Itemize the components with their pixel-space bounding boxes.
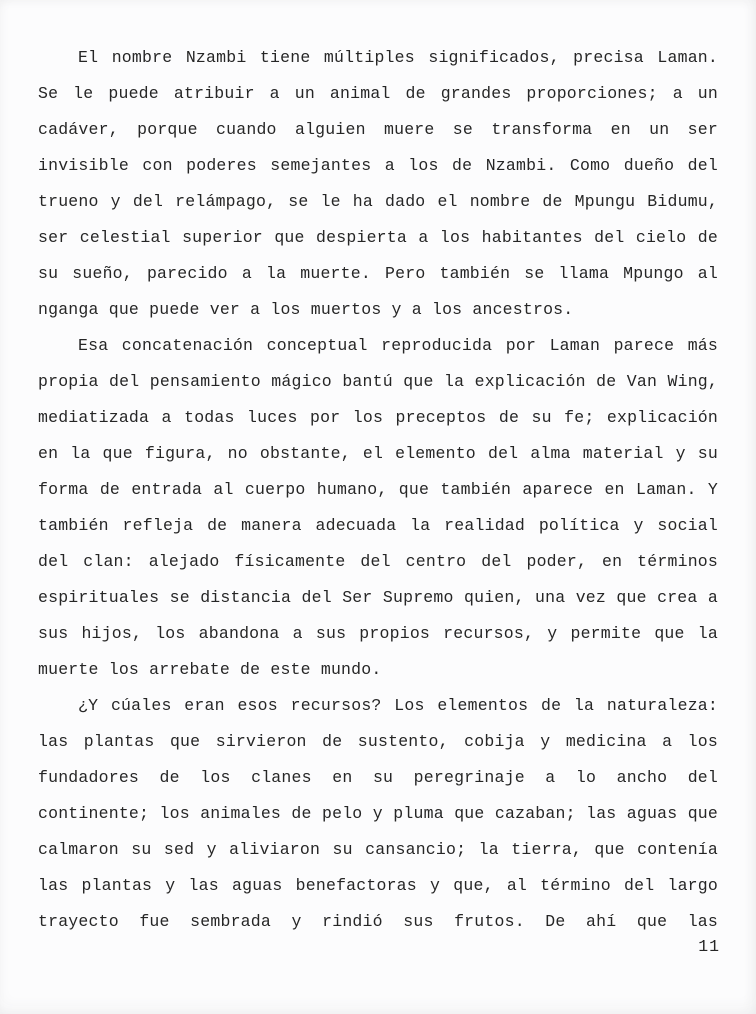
text-line: fundadores de los clanes en su peregrinaje a lo ancho del xyxy=(38,768,718,787)
text-line: cadáver, porque cuando alguien muere se transforma en un ser xyxy=(38,120,718,139)
text-line: las plantas que sirvieron de sustento, cobija y medicina a los xyxy=(38,732,718,751)
page-number: 11 xyxy=(698,937,720,956)
text-line: Se le puede atribuir a un animal de grandes proporciones; a un xyxy=(38,84,718,103)
body-text xyxy=(38,40,718,940)
text-line: ser celestial superior que despierta a los habitantes del cielo de xyxy=(38,228,718,247)
text-line: Esa concatenación conceptual reproducida por Laman parece más xyxy=(78,336,718,355)
text-line: El nombre Nzambi tiene múltiples significados, precisa Laman. xyxy=(78,48,718,67)
text-line: forma de entrada al cuerpo humano, que también aparece en Laman. Y xyxy=(38,480,718,499)
text-line: trayecto fue sembrada y rindió sus frutos. De ahí que las xyxy=(38,912,718,931)
text-line: del clan: alejado físicamente del centro del poder, en términos xyxy=(38,552,718,571)
text-line: espirituales se distancia del Ser Supremo quien, una vez que crea a xyxy=(38,588,718,607)
text-line: también refleja de manera adecuada la realidad política y social xyxy=(38,516,718,535)
text-line: nganga que puede ver a los muertos y a los ancestros. xyxy=(38,300,574,319)
text-line: continente; los animales de pelo y pluma que cazaban; las aguas que xyxy=(38,804,718,823)
text-line: ¿Y cúales eran esos recursos? Los elementos de la naturaleza: xyxy=(78,696,718,715)
text-line: invisible con poderes semejantes a los de Nzambi. Como dueño del xyxy=(38,156,718,175)
text-line: calmaron su sed y aliviaron su cansancio; la tierra, que contenía xyxy=(38,840,718,859)
text-line: en la que figura, no obstante, el elemento del alma material y su xyxy=(38,444,718,463)
text-line: las plantas y las aguas benefactoras y que, al término del largo xyxy=(38,876,718,895)
text-line: sus hijos, los abandona a sus propios recursos, y permite que la xyxy=(38,624,718,643)
text-line: mediatizada a todas luces por los preceptos de su fe; explicación xyxy=(38,408,718,427)
text-line: muerte los arrebate de este mundo. xyxy=(38,660,382,679)
text-line: propia del pensamiento mágico bantú que la explicación de Van Wing, xyxy=(38,372,718,391)
text-line: su sueño, parecido a la muerte. Pero también se llama Mpungo al xyxy=(38,264,718,283)
text-line: trueno y del relámpago, se le ha dado el nombre de Mpungu Bidumu, xyxy=(38,192,718,211)
